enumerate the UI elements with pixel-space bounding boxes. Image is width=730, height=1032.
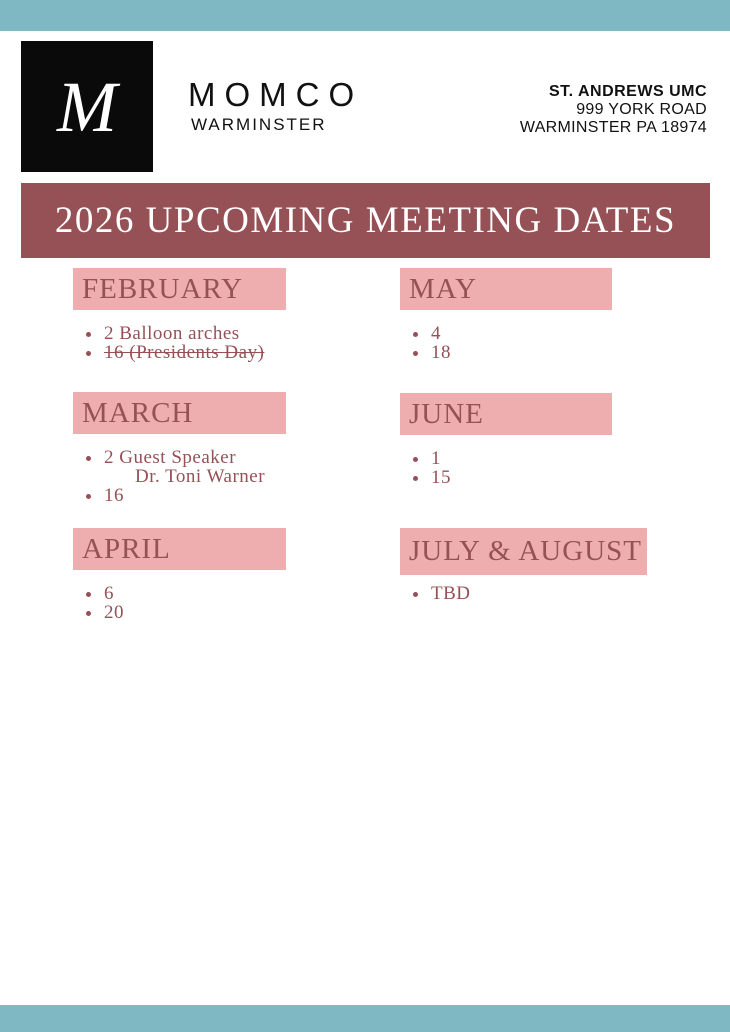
date-item: 16 <box>104 486 286 505</box>
date-list <box>400 449 612 487</box>
month-header-may <box>400 268 612 310</box>
date-list <box>400 584 647 603</box>
month-may <box>400 268 612 362</box>
title-banner <box>21 183 710 258</box>
month-label: JUNE <box>409 397 484 430</box>
page-title: 2026 UPCOMING MEETING DATES <box>54 200 677 241</box>
month-april <box>73 528 286 622</box>
date-list <box>73 448 286 505</box>
date-item-cancelled: 16 (Presidents Day) <box>104 343 286 362</box>
month-february <box>73 268 286 362</box>
top-accent-bar <box>0 0 730 31</box>
logo-letter: M <box>57 66 117 147</box>
month-march <box>73 392 286 505</box>
month-header-february <box>73 268 286 310</box>
date-item: 2 Balloon arches <box>104 324 286 343</box>
month-label: JULY & AUGUST <box>409 535 642 567</box>
street-address: 999 YORK ROAD <box>576 101 707 118</box>
brand-name: MOMCO <box>188 76 364 113</box>
date-item: TBD <box>431 584 647 603</box>
month-july-august <box>400 528 647 603</box>
city-state-zip: WARMINSTER PA 18974 <box>519 119 707 136</box>
month-june <box>400 393 612 487</box>
date-item: 1 <box>431 449 612 468</box>
church-name: ST. ANDREWS UMC <box>548 83 707 100</box>
date-item: 4 <box>431 324 612 343</box>
brand-location: WARMINSTER <box>191 115 327 134</box>
momco-logo <box>21 41 153 172</box>
date-item: 2 Guest Speaker Dr. Toni Warner <box>104 448 286 486</box>
address-block <box>520 83 707 137</box>
date-list <box>73 584 286 622</box>
speaker-name: Dr. Toni Warner <box>135 466 266 487</box>
date-list <box>73 324 286 362</box>
date-list <box>400 324 612 362</box>
bottom-accent-bar <box>0 1005 730 1032</box>
month-header-april <box>73 528 286 570</box>
date-item: 15 <box>431 468 612 487</box>
date-item: 20 <box>104 603 286 622</box>
month-label: FEBRUARY <box>82 272 244 305</box>
month-label: APRIL <box>82 532 171 565</box>
month-header-march <box>73 392 286 434</box>
month-header-june <box>400 393 612 435</box>
month-header-july-august <box>400 528 647 575</box>
month-label: MAY <box>409 272 478 305</box>
date-item: 6 <box>104 584 286 603</box>
date-item: 18 <box>431 343 612 362</box>
month-label: MARCH <box>82 396 194 429</box>
